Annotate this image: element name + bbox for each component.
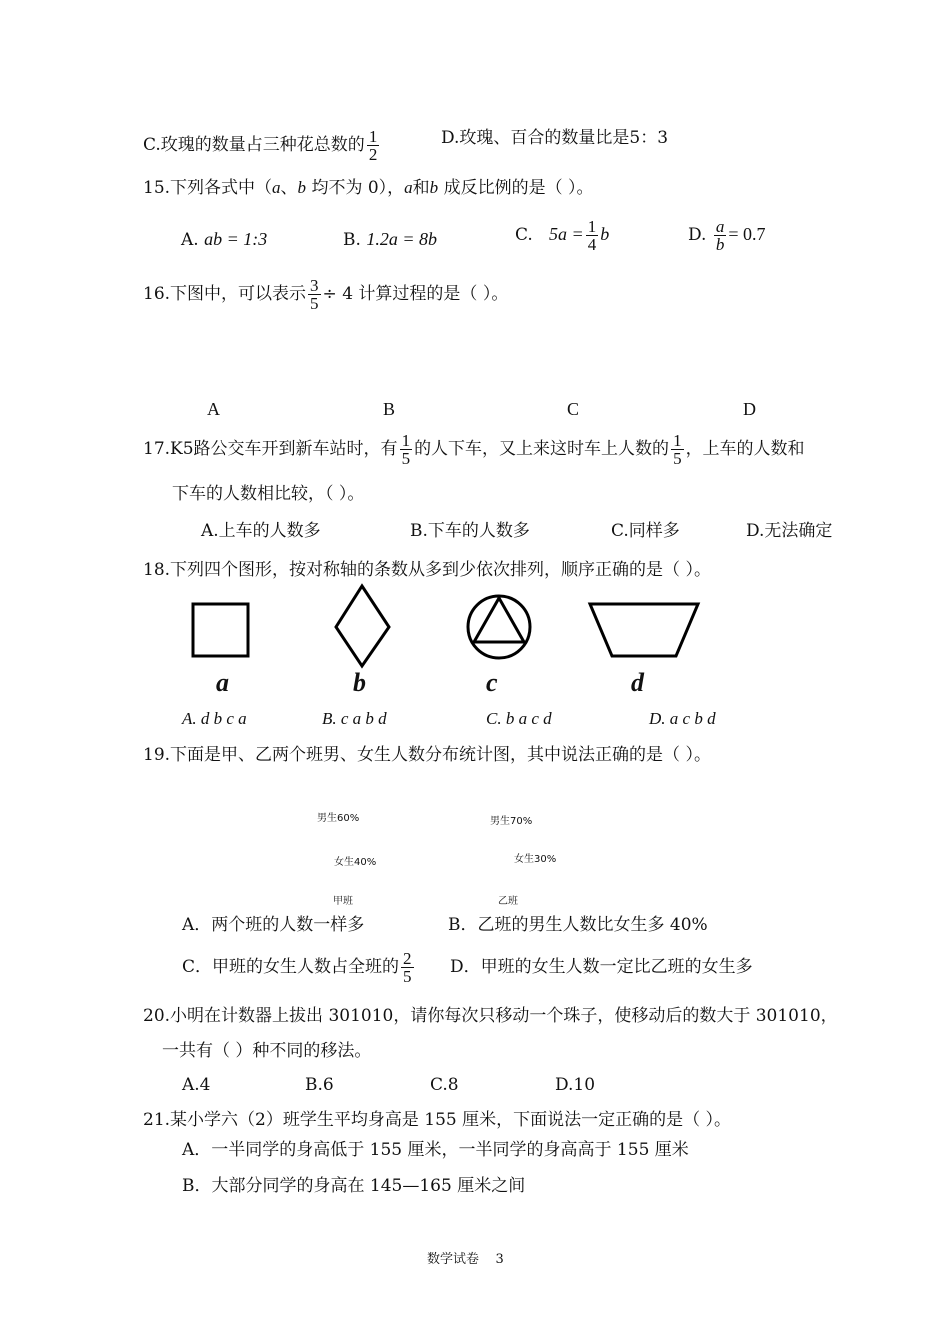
- q18-option-b: B. c a b d: [322, 709, 387, 728]
- q18-option-a: A. d b c a: [182, 709, 247, 728]
- square-shape: [193, 604, 248, 656]
- chart2-class-label: 乙班: [498, 896, 518, 907]
- diamond-shape: [336, 586, 389, 666]
- q15-option-b: B. 1.2a = 8b: [343, 229, 437, 250]
- q20-line2: 一共有（ ）种不同的移法。: [162, 1041, 372, 1061]
- q18-stem: 18.下列四个图形，按对称轴的条数从多到少依次排列，顺序正确的是（ ）。: [143, 560, 711, 580]
- trapezoid-shape: [590, 604, 698, 656]
- q20-option-a: A.4: [182, 1075, 211, 1095]
- q14-option-c: C.玫瑰的数量占三种花总数的 $\frac{1}{2}$: [143, 127, 378, 164]
- q15-option-a: A. ab = 1:3: [181, 229, 268, 250]
- q15-option-d: D. $\frac{a}{b}$ = 0.7: [688, 217, 766, 254]
- q21-stem: 21.某小学六（2）班学生平均身高是 155 厘米，下面说法一定正确的是（ ）。: [143, 1110, 732, 1130]
- q19-option-d: D．甲班的女生人数一定比乙班的女生多: [450, 957, 753, 977]
- q17-line2: 下车的人数相比较，（ ）。: [172, 484, 365, 504]
- page-footer: 数学试卷 3: [427, 1252, 504, 1267]
- q16-label-a: A: [207, 399, 220, 419]
- q20-option-d: D.10: [555, 1075, 596, 1095]
- triangle-shape: [474, 598, 524, 642]
- shape-label-a: a: [216, 668, 229, 697]
- q19-option-c: C．甲班的女生人数占全班的 $\frac{2}{5}$: [182, 949, 412, 986]
- shape-label-d: d: [631, 668, 644, 697]
- q17-option-d: D.无法确定: [746, 521, 833, 541]
- chart1-female-label: 女生40%: [334, 857, 377, 868]
- q20-option-c: C.8: [430, 1075, 459, 1095]
- q18-option-d: D. a c b d: [649, 709, 716, 728]
- q16-label-c: C: [567, 399, 580, 419]
- shape-label-c: c: [486, 668, 498, 697]
- chart2-female-label: 女生30%: [514, 854, 557, 865]
- shape-label-b: b: [353, 668, 366, 697]
- q16-stem: 16.下图中，可以表示 $\frac{3}{5}$ ÷ 4 计算过程的是（ ）。: [143, 276, 509, 313]
- chart2-male-label: 男生70%: [490, 816, 533, 827]
- q16-label-d: D: [743, 399, 756, 419]
- q18-option-c: C. b a c d: [486, 709, 552, 728]
- q20-line1: 20.小明在计数器上拔出 301010，请你每次只移动一个珠子，使移动后的数大于 301010，: [143, 1006, 838, 1026]
- chart1-male-label: 男生60%: [317, 813, 360, 824]
- q21-option-a: A．一半同学的身高低于 155 厘米，一半同学的身高高于 155 厘米: [182, 1140, 689, 1160]
- q15-option-c: C. 5a = $\frac{1}{4}$ b: [515, 217, 610, 254]
- q20-option-b: B.6: [305, 1075, 334, 1095]
- q14-option-d: D.玫瑰、百合的数量比是5：3: [441, 128, 669, 148]
- q19-option-b: B．乙班的男生人数比女生多 40%: [448, 915, 708, 935]
- q16-label-b: B: [383, 399, 396, 419]
- circle-shape: [468, 596, 530, 658]
- q19-stem: 19.下面是甲、乙两个班男、女生人数分布统计图，其中说法正确的是（ ）。: [143, 745, 711, 765]
- q17-line1: 17.K5路公交车开到新车站时，有 $\frac{1}{5}$ 的人下车，又上来这时车上人数的 $\frac{1}{5}$ ，上车的人数和: [143, 431, 805, 468]
- q17-option-c: C.同样多: [611, 521, 680, 541]
- q15-stem: 15.下列各式中（a、b 均不为 0），a和b 成反比例的是（ ）。: [143, 178, 594, 198]
- q17-option-b: B.下车的人数多: [410, 521, 530, 541]
- q21-option-b: B．大部分同学的身高在 145—165 厘米之间: [182, 1176, 526, 1196]
- chart1-class-label: 甲班: [333, 896, 353, 907]
- q19-option-a: A．两个班的人数一样多: [182, 915, 365, 935]
- q17-option-a: A.上车的人数多: [201, 521, 321, 541]
